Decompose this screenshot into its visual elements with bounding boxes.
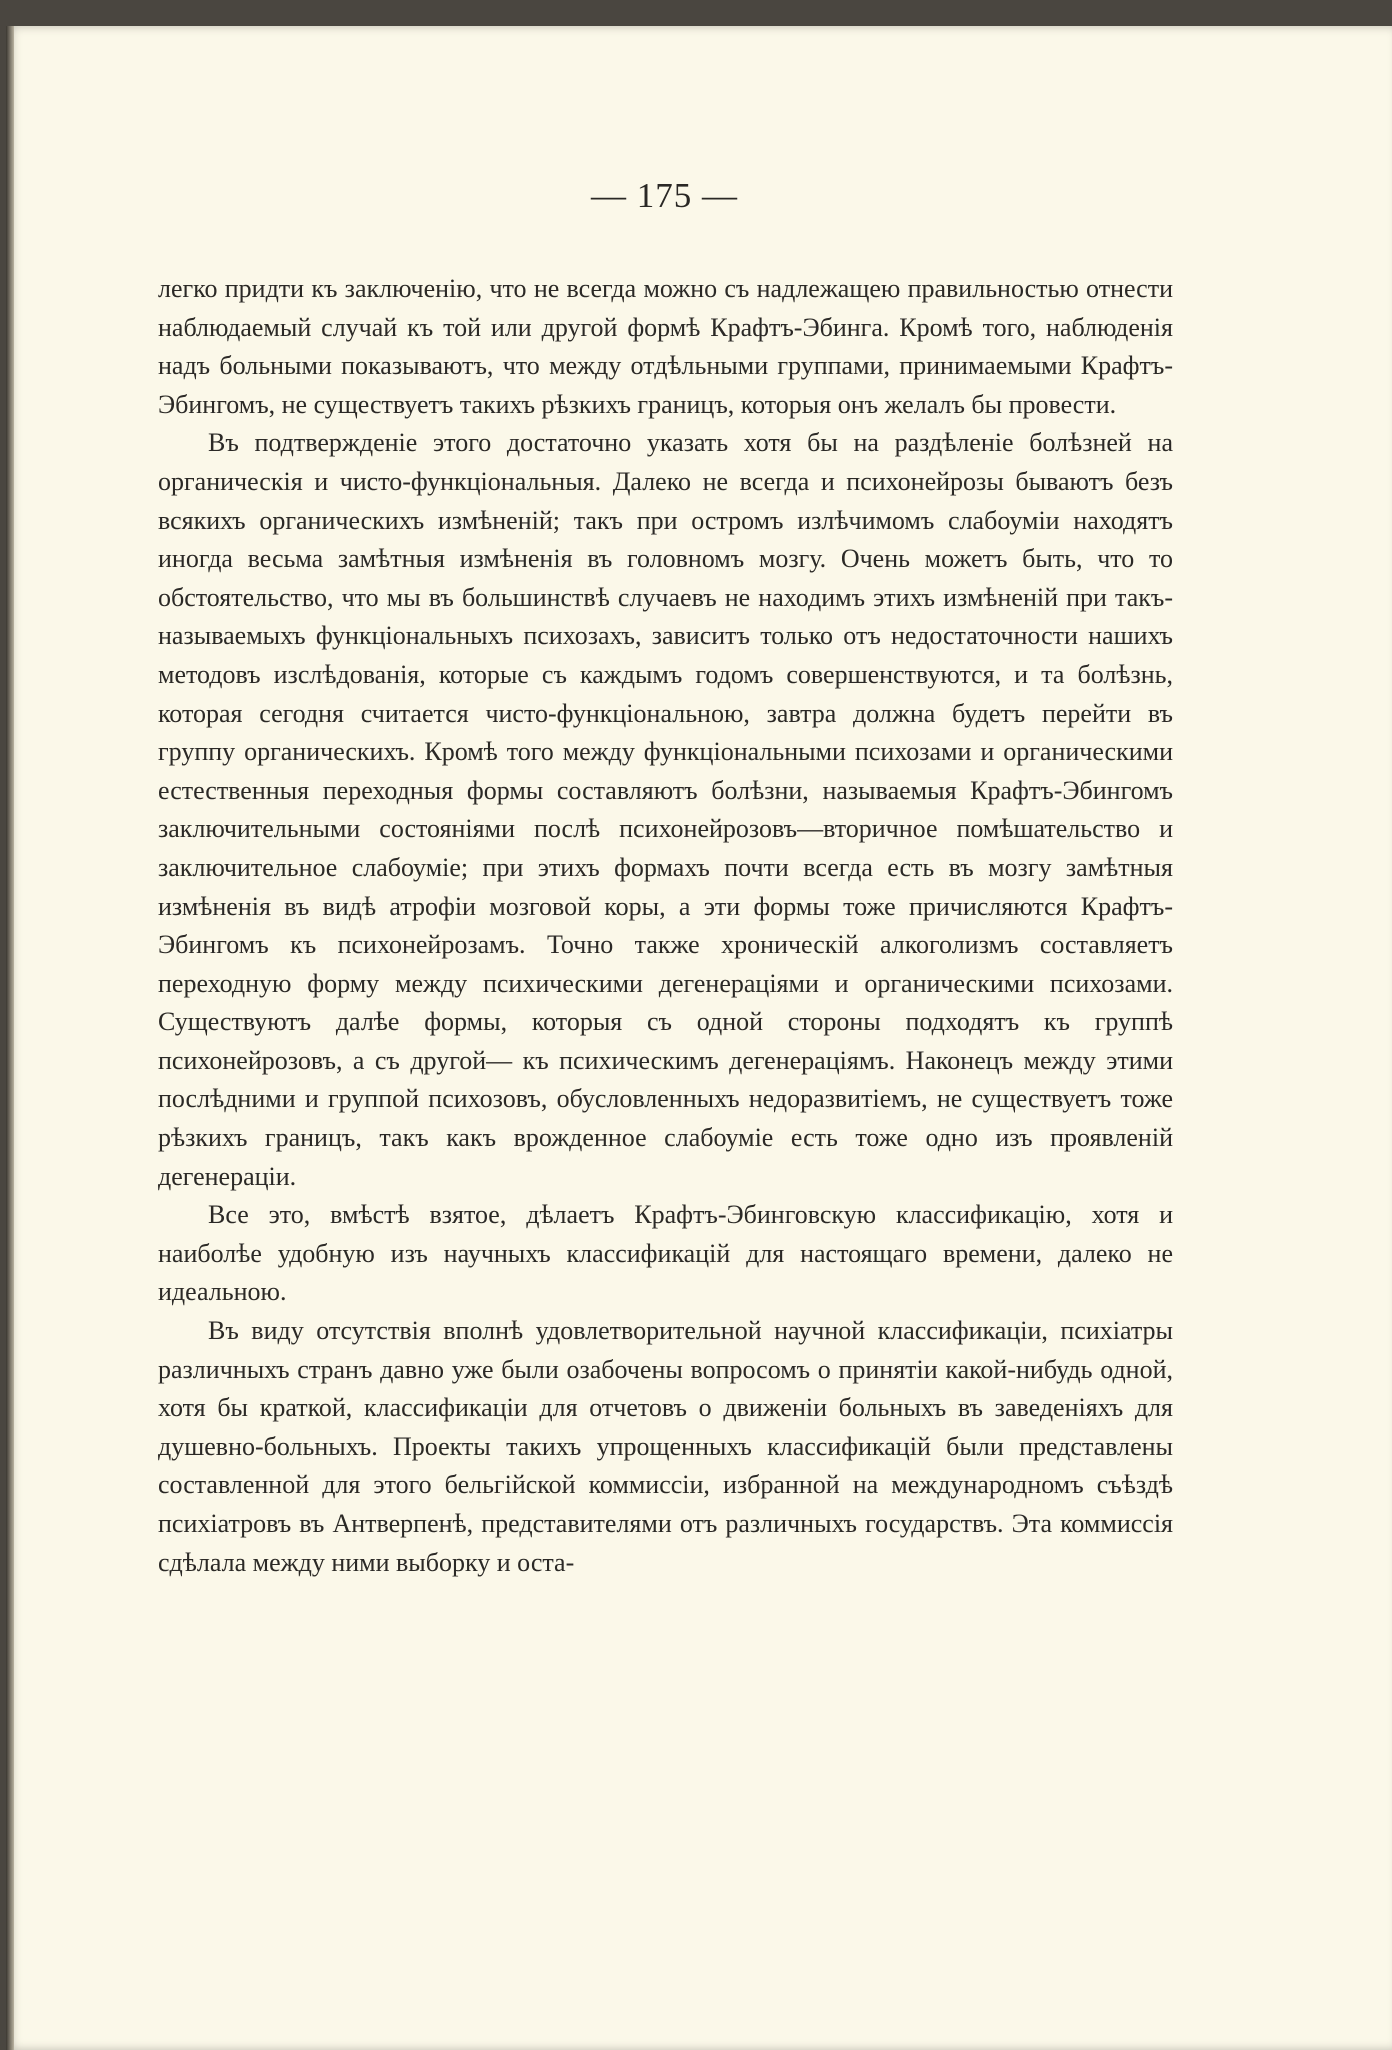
paragraph-3: Все это, вмѣстѣ взятое, дѣлаетъ Крафтъ-Эбинговскую классификацію, хотя и наиболѣе удобную изъ научныхъ классификацій для настоящаго времени, далеко не идеальною. bbox=[158, 1200, 1173, 1307]
body-text bbox=[158, 270, 1173, 1582]
book-page bbox=[6, 26, 1392, 2050]
paragraph-2: Въ подтвержденіе этого достаточно указать хотя бы на раздѣленіе болѣзней на органическія и чисто-функціональныя. Далеко не всегда и психонейрозы бываютъ безъ всякихъ органическихъ измѣненій; такъ при остромъ излѣчимомъ слабоуміи находятъ иногда весьма замѣтныя измѣненія въ головномъ мозгу. Очень можетъ быть, что то обстоятельство, что мы въ большинствѣ случаевъ не находимъ этихъ измѣненій при такъ-называемыхъ функціональныхъ психозахъ, зависитъ только отъ недостаточности нашихъ методовъ изслѣдованія, которые съ каждымъ годомъ совершенствуются, и та болѣзнь, которая сегодня считается чисто-функціональною, завтра должна будетъ перейти въ группу органическихъ. Кромѣ того между функціональными психозами и органическими естественныя переходныя формы составляютъ болѣзни, называемыя Крафтъ-Эбингомъ заключительными состояніями послѣ психонейрозовъ—вторичное помѣшательство и заключительное слабоуміе; при этихъ формахъ почти всегда есть въ мозгу замѣтныя измѣненія въ видѣ атрофіи мозговой коры, а эти формы тоже причисляются Крафтъ-Эбингомъ къ психонейрозамъ. Точно также хроническій алкоголизмъ составляетъ переходную форму между психическими дегенераціями и органическими психозами. Существуютъ далѣе формы, которыя съ одной стороны подходятъ къ группѣ психонейрозовъ, а съ другой— къ психическимъ дегенераціямъ. Наконецъ между этими послѣдними и группой психозовъ, обусловленныхъ недоразвитіемъ, не существуетъ тоже рѣзкихъ границъ, такъ какъ врожденное слабоуміе есть тоже одно изъ проявленій дегенераціи. bbox=[158, 428, 1173, 1191]
page-number: — 175 — bbox=[591, 176, 738, 215]
paragraph-4: Въ виду отсутствія вполнѣ удовлетворительной научной классификаціи, психіатры различныхъ странъ давно уже были озабочены вопросомъ о принятіи какой-нибудь одной, хотя бы краткой, классификаціи для отчетовъ о движеніи больныхъ въ заведеніяхъ для душевно-больныхъ. Проекты такихъ упрощенныхъ классификацій были представлены составленной для этого бельгійской коммиссіи, избранной на международномъ съѣздѣ психіатровъ въ Антверпенѣ, представителями отъ различныхъ государствъ. Эта коммиссія сдѣлала между ними выборку и оста- bbox=[158, 1316, 1173, 1577]
paragraph-1: легко придти къ заключенію, что не всегда можно съ надлежащею правильностью отнести наблюдаемый случай къ той или другой формѣ Крафтъ-Эбинга. Кромѣ того, наблюденія надъ больными показываютъ, что между отдѣльными группами, принимаемыми Крафтъ-Эбингомъ, не существуетъ такихъ рѣзкихъ границъ, которыя онъ желалъ бы провести. bbox=[158, 274, 1173, 419]
